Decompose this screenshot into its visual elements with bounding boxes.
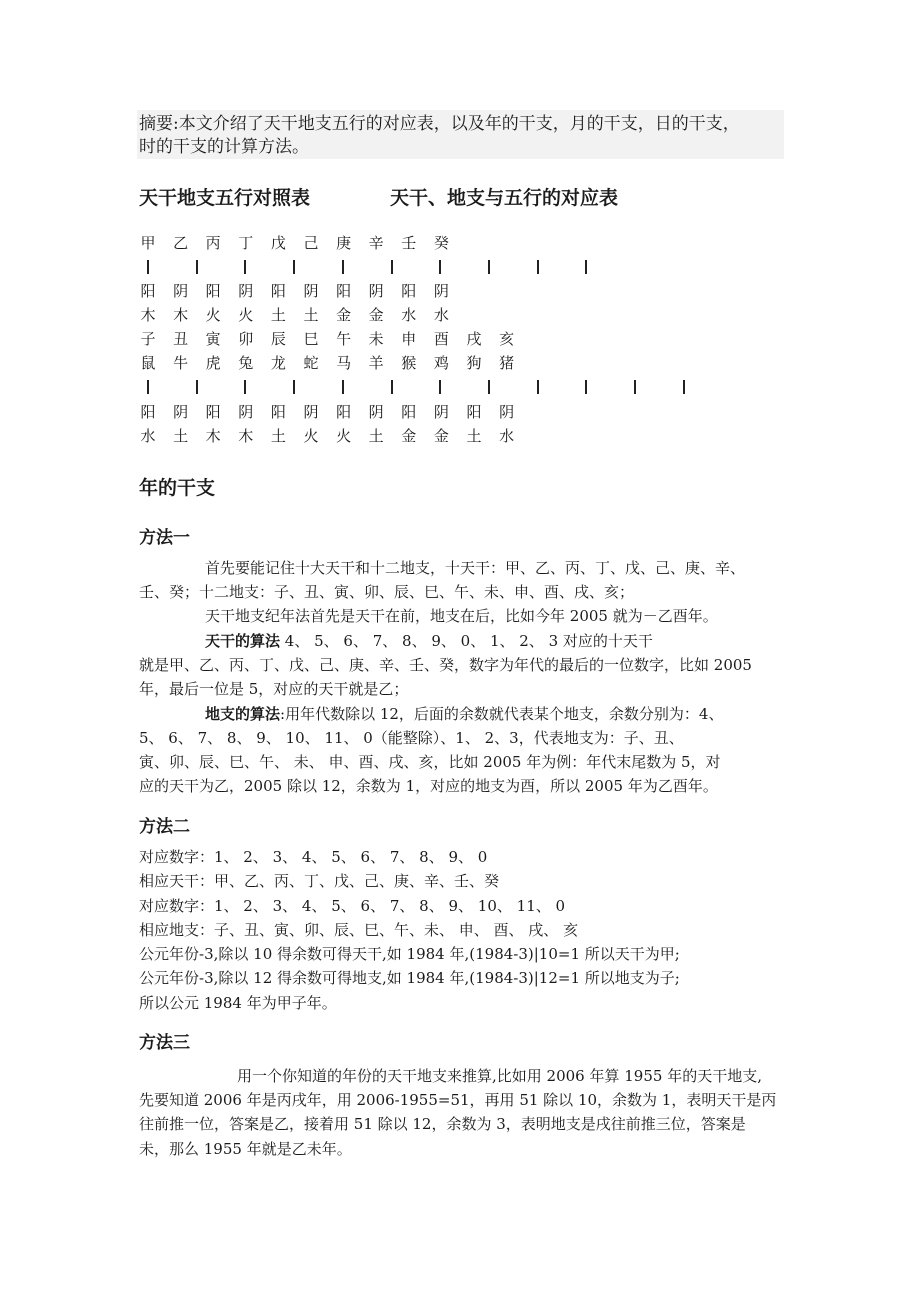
stem-yinyang-row-cell: 阴 xyxy=(303,282,319,300)
stems-row-cell: 丁 xyxy=(238,234,254,252)
year-section-title: 年的干支 xyxy=(139,477,216,499)
method1-p1-line2: 壬、癸；十二地支：子、丑、寅、卯、辰、巳、午、未、申、酉、戌、亥； xyxy=(139,583,635,601)
branches-row-cell: 寅 xyxy=(205,330,221,348)
animals-row-cell: 羊 xyxy=(368,354,384,372)
divider-bar xyxy=(391,380,393,394)
method1-p3-line1 xyxy=(205,630,653,652)
method1-title: 方法一 xyxy=(139,528,190,548)
divider-bar xyxy=(391,260,393,274)
method3-line-4: 未，那么 1955 年就是乙未年。 xyxy=(139,1140,352,1158)
stem-yinyang-row-cell: 阴 xyxy=(238,282,254,300)
divider-bar xyxy=(293,260,295,274)
branches-row-cell: 卯 xyxy=(238,330,254,348)
animals-row-cell: 虎 xyxy=(205,354,221,372)
stem-algorithm-label: 天干的算法 xyxy=(205,632,281,650)
branch-elements-row-cell: 水 xyxy=(499,427,515,445)
branch-yinyang-row-cell: 阴 xyxy=(368,403,384,421)
stem-elements-row-cell: 金 xyxy=(336,306,352,324)
branch-elements-row-cell: 土 xyxy=(368,427,384,445)
stems-row-cell: 丙 xyxy=(205,234,221,252)
branch-elements-row-cell: 土 xyxy=(173,427,189,445)
stem-elements-row-cell: 水 xyxy=(401,306,417,324)
method1-p4-line1 xyxy=(205,703,723,725)
stems-row-cell: 戊 xyxy=(270,234,286,252)
method1-p1-line1: 首先要能记住十大天干和十二地支，十天干：甲、乙、丙、丁、戊、己、庚、辛、 xyxy=(205,559,746,577)
divider-bar xyxy=(634,380,636,394)
method1-p3-line3: 年，最后一位是 5，对应的天干就是乙； xyxy=(139,680,409,698)
branches-row-cell: 子 xyxy=(140,330,156,348)
branch-elements-row-cell: 火 xyxy=(303,427,319,445)
divider-bar xyxy=(196,260,198,274)
divider-bar xyxy=(585,380,587,394)
divider-bar xyxy=(439,260,441,274)
table-subtitle: 天干、地支与五行的对应表 xyxy=(390,187,619,209)
divider-bar xyxy=(683,380,685,394)
animals-row-cell: 狗 xyxy=(466,354,482,372)
branch-elements-row-cell: 火 xyxy=(336,427,352,445)
method1-p2: 天干地支纪年法首先是天干在前，地支在后，比如今年 2005 就为－乙酉年。 xyxy=(205,607,718,625)
branch-elements-row-cell: 水 xyxy=(140,427,156,445)
animals-row-cell: 牛 xyxy=(173,354,189,372)
branches-row-cell: 戌 xyxy=(466,330,482,348)
stem-elements-row-cell: 火 xyxy=(205,306,221,324)
branches-row-cell: 酉 xyxy=(433,330,449,348)
branch-elements-row-cell: 土 xyxy=(270,427,286,445)
abstract-line-1 xyxy=(139,112,740,136)
method3-line-2: 先要知道 2006 年是丙戌年，用 2006-1955=51，再用 51 除以 10，余数为 1，表明天干是丙 xyxy=(139,1091,777,1109)
divider-bar xyxy=(244,380,246,394)
stems-row-cell: 庚 xyxy=(336,234,352,252)
abstract-text-1: 本文介绍了天干地支五行的对应表，以及年的干支，月的干支，日的干支， xyxy=(178,114,740,134)
divider-bar xyxy=(147,260,149,274)
stem-elements-row-cell: 木 xyxy=(173,306,189,324)
stems-row-cell: 甲 xyxy=(140,234,156,252)
branch-yinyang-row-cell: 阳 xyxy=(466,403,482,421)
divider-bar xyxy=(537,380,539,394)
branches-row-cell: 辰 xyxy=(270,330,286,348)
stem-elements-row-cell: 土 xyxy=(303,306,319,324)
branch-elements-row-cell: 土 xyxy=(466,427,482,445)
stems-row-cell: 己 xyxy=(303,234,319,252)
branch-yinyang-row-cell: 阴 xyxy=(238,403,254,421)
branch-elements-row-cell: 金 xyxy=(401,427,417,445)
method1-p3-line2: 就是甲、乙、丙、丁、戊、己、庚、辛、壬、癸，数字为年代的最后的一位数字，比如 2005 xyxy=(139,656,752,674)
stem-yinyang-row-cell: 阳 xyxy=(205,282,221,300)
stem-yinyang-row-cell: 阴 xyxy=(433,282,449,300)
method2-line-3: 对应数字：1、 2、 3、 4、 5、 6、 7、 8、 9、 10、 11、 0 xyxy=(139,897,566,915)
stems-row-cell: 乙 xyxy=(173,234,189,252)
method2-line-5: 公元年份-3,除以 10 得余数可得天干,如 1984 年,(1984-3)|10=1 所以天干为甲; xyxy=(139,945,680,963)
stem-yinyang-row-cell: 阳 xyxy=(140,282,156,300)
branch-yinyang-row-cell: 阳 xyxy=(205,403,221,421)
branch-algorithm-text: :用年代数除以 12，后面的余数就代表某个地支，余数分别为：4、 xyxy=(280,705,724,723)
stem-yinyang-row-cell: 阳 xyxy=(336,282,352,300)
branch-yinyang-row-cell: 阴 xyxy=(173,403,189,421)
branch-yinyang-row-cell: 阳 xyxy=(401,403,417,421)
stems-row-cell: 壬 xyxy=(401,234,417,252)
branches-row-cell: 亥 xyxy=(499,330,515,348)
stems-row-cell: 辛 xyxy=(368,234,384,252)
divider-bar xyxy=(342,260,344,274)
branches-row-cell: 申 xyxy=(401,330,417,348)
animals-row-cell: 猪 xyxy=(499,354,515,372)
branches-row-cell: 丑 xyxy=(173,330,189,348)
stem-yinyang-row-cell: 阳 xyxy=(401,282,417,300)
branch-yinyang-row-cell: 阳 xyxy=(336,403,352,421)
method2-line-2: 相应天干：甲、乙、丙、丁、戊、己、庚、辛、壬、癸 xyxy=(139,872,500,890)
stem-algorithm-text: 4、 5、 6、 7、 8、 9、 0、 1、 2、 3 对应的十天干 xyxy=(284,632,653,650)
divider-bar xyxy=(488,260,490,274)
animals-row-cell: 猴 xyxy=(401,354,417,372)
divider-bar xyxy=(537,260,539,274)
table-title: 天干地支五行对照表 xyxy=(139,187,311,209)
method3-line-3: 往前推一位，答案是乙，接着用 51 除以 12，余数为 3，表明地支是戌往前推三位，答案是 xyxy=(139,1115,746,1133)
stem-elements-row-cell: 火 xyxy=(238,306,254,324)
branches-row-cell: 巳 xyxy=(303,330,319,348)
branch-elements-row-cell: 木 xyxy=(205,427,221,445)
stem-elements-row-cell: 木 xyxy=(140,306,156,324)
stems-row-cell: 癸 xyxy=(433,234,449,252)
branches-row-cell: 午 xyxy=(336,330,352,348)
divider-bar xyxy=(439,380,441,394)
branch-elements-row-cell: 金 xyxy=(433,427,449,445)
divider-bar xyxy=(244,260,246,274)
stem-yinyang-row-cell: 阴 xyxy=(368,282,384,300)
divider-bar xyxy=(293,380,295,394)
divider-bar xyxy=(342,380,344,394)
animals-row-cell: 蛇 xyxy=(303,354,319,372)
abstract-text-2: 时的干支的计算方法。 xyxy=(139,137,309,157)
stem-elements-row-cell: 土 xyxy=(270,306,286,324)
branch-yinyang-row-cell: 阳 xyxy=(140,403,156,421)
branches-row-cell: 未 xyxy=(368,330,384,348)
divider-bar xyxy=(196,380,198,394)
branch-yinyang-row-cell: 阳 xyxy=(270,403,286,421)
method2-line-1: 对应数字：1、 2、 3、 4、 5、 6、 7、 8、 9、 0 xyxy=(139,848,488,866)
branch-algorithm-label: 地支的算法 xyxy=(205,705,281,723)
divider-bar xyxy=(147,380,149,394)
branch-elements-row-cell: 木 xyxy=(238,427,254,445)
stem-elements-row-cell: 金 xyxy=(368,306,384,324)
method3-line-1: 用一个你知道的年份的天干地支来推算,比如用 2006 年算 1955 年的天干地支, xyxy=(237,1067,762,1085)
animals-row-cell: 马 xyxy=(336,354,352,372)
divider-bar xyxy=(488,380,490,394)
method2-line-6: 公元年份-3,除以 12 得余数可得地支,如 1984 年,(1984-3)|12=1 所以地支为子; xyxy=(139,969,680,987)
animals-row-cell: 鼠 xyxy=(140,354,156,372)
stem-yinyang-row-cell: 阴 xyxy=(173,282,189,300)
method2-line-4: 相应地支：子、丑、寅、卯、辰、巳、午、未、 申、 酉、 戌、 亥 xyxy=(139,921,579,939)
abstract-label: 摘要: xyxy=(139,114,179,134)
branch-yinyang-row-cell: 阴 xyxy=(303,403,319,421)
method1-p4-line2: 5、 6、 7、 8、 9、 10、 11、 0（能整除）、1、 2、3，代表地支为：子、丑、 xyxy=(139,729,684,747)
method2-title: 方法二 xyxy=(139,817,190,837)
method2-line-7: 所以公元 1984 年为甲子年。 xyxy=(139,994,337,1012)
animals-row-cell: 兔 xyxy=(238,354,254,372)
method1-p4-line4: 应的天干为乙，2005 除以 12，余数为 1，对应的地支为酉，所以 2005 年为乙酉年。 xyxy=(139,777,718,795)
method1-p4-line3: 寅、卯、辰、巳、午、 未、 申、酉、戌、亥，比如 2005 年为例：年代末尾数为 5，对 xyxy=(139,753,721,771)
divider-bar xyxy=(585,260,587,274)
method3-title: 方法三 xyxy=(139,1033,190,1053)
animals-row-cell: 鸡 xyxy=(433,354,449,372)
animals-row-cell: 龙 xyxy=(270,354,286,372)
branch-yinyang-row-cell: 阴 xyxy=(499,403,515,421)
stem-yinyang-row-cell: 阳 xyxy=(270,282,286,300)
stem-elements-row-cell: 水 xyxy=(433,306,449,324)
branch-yinyang-row-cell: 阴 xyxy=(433,403,449,421)
